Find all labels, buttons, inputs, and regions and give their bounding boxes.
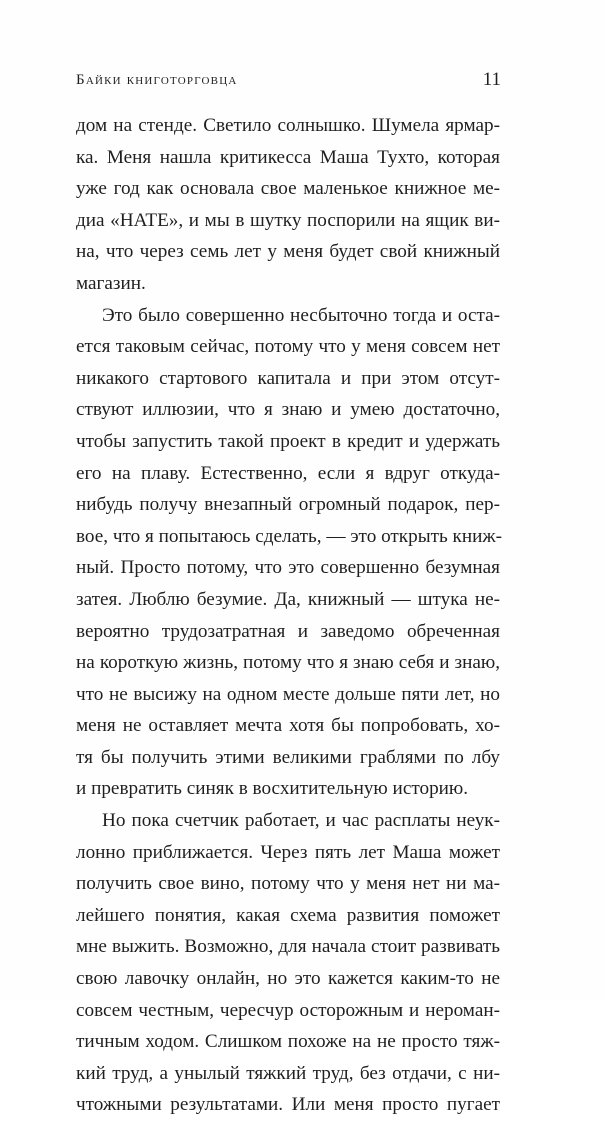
text-line: лейшего понятия, какая схема развития поможет — [76, 904, 500, 926]
text-line: свою лавочку онлайн, но это кажется каким-то не — [76, 968, 500, 990]
text-line: затея. Люблю безумие. Да, книжный — штука не- — [76, 588, 500, 610]
text-line: тя бы получить этими великими граблями по лбу — [76, 746, 500, 768]
text-line: вое, что я попытаюсь сделать, — это открыть книж- — [76, 525, 503, 547]
body-text — [76, 110, 503, 1121]
text-line: что не высижу на одном месте дольше пяти лет, но — [76, 683, 500, 705]
text-line: меня не оставляет мечта хотя бы попробовать, хо- — [76, 715, 500, 737]
text-line: Но пока счетчик работает, и час расплаты неук- — [102, 810, 500, 832]
text-line: ствуют иллюзии, что я знаю и умею достаточно, — [76, 399, 500, 421]
text-line: ется таковым сейчас, потому что у меня совсем нет — [76, 336, 500, 358]
text-line: и превратить синяк в восхитительную историю. — [76, 778, 469, 800]
text-line: тичным ходом. Слишком похоже на не просто тяж- — [76, 1031, 500, 1053]
text-line: чтобы запустить такой проект в кредит и удержать — [76, 430, 500, 452]
text-line: диа «HATE», и мы в шутку поспорили на ящик ви- — [76, 209, 500, 231]
text-line: никакого стартового капитала и при этом отсут- — [76, 367, 500, 389]
text-line: на, что через семь лет у меня будет свой книжный — [76, 241, 500, 263]
text-line: нибудь получу внезапный огромный подарок, пер- — [76, 494, 500, 516]
text-line: мне выжить. Возможно, для начала стоит развивать — [76, 936, 500, 958]
text-line: уже год как основала свое маленькое книжное ме- — [76, 178, 500, 200]
text-line: ный. Просто потому, что это совершенно безумная — [76, 557, 500, 579]
text-line: получить свое вино, потому что у меня нет ни ма- — [76, 873, 500, 895]
text-line: кий труд, а унылый тяжкий труд, без отдачи, с ни- — [76, 1062, 500, 1084]
text-line: Это было совершенно несбыточно тогда и оста- — [102, 304, 500, 326]
text-line: чтожными результатами. Или меня просто пугает — [76, 1094, 500, 1116]
running-head: Байки книготорговца — [76, 72, 238, 88]
page-number: 11 — [482, 69, 501, 90]
text-line: магазин. — [76, 272, 146, 294]
text-line: совсем честным, чересчур осторожным и нероман- — [76, 999, 500, 1021]
text-line: ка. Меня нашла критикесса Маша Тухто, которая — [76, 146, 500, 168]
text-line: его на плаву. Естественно, если я вдруг откуда- — [76, 462, 500, 484]
text-line: дом на стенде. Светило солнышко. Шумела ярмар- — [76, 115, 500, 136]
text-line: лонно приближается. Через пять лет Маша может — [76, 841, 500, 863]
text-line: на короткую жизнь, потому что я знаю себя и знаю, — [76, 652, 500, 674]
text-line: вероятно трудозатратная и заведомо обреченная — [76, 620, 500, 642]
